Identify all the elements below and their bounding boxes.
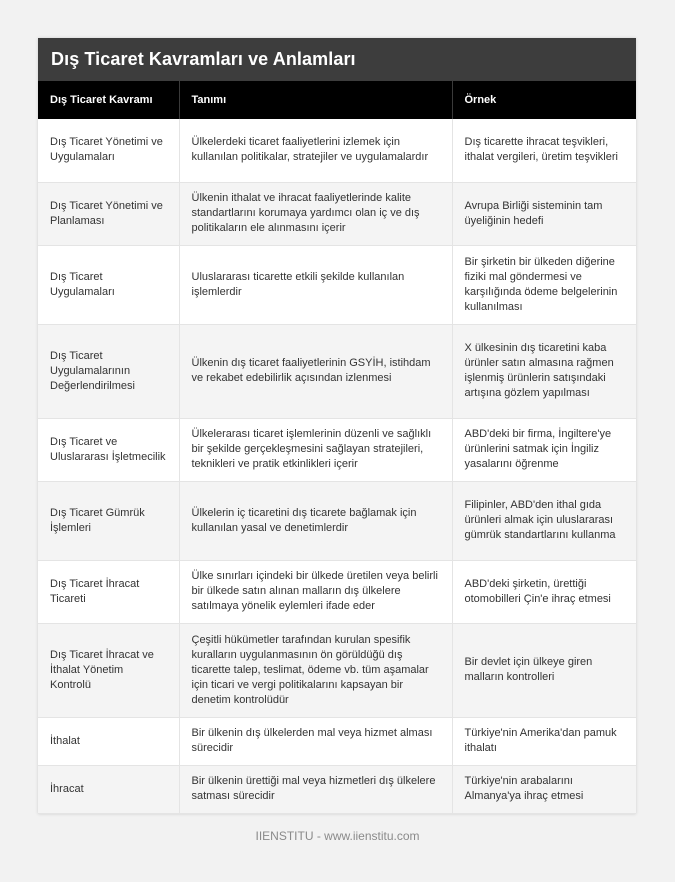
cell-example: Türkiye'nin arabalarını Almanya'ya ihraç etmesi [452,765,636,813]
cell-concept: İhracat [38,765,179,813]
table-row [38,119,636,182]
cell-example: ABD'deki şirketin, ürettiği otomobilleri Çin'e ihraç etmesi [452,560,636,623]
cell-concept: Dış Ticaret İhracat ve İthalat Yönetim Kontrolü [38,623,179,717]
cell-definition: Ülkenin dış ticaret faaliyetlerinin GSYİH, istihdam ve rekabet edebilirlik açısından izlenmesi [179,324,452,418]
cell-concept: Dış Ticaret Uygulamalarının Değerlendirilmesi [38,324,179,418]
table-row [38,245,636,324]
footer-credit: IIENSTITU - www.iienstitu.com [255,829,420,843]
cell-concept: Dış Ticaret Yönetimi ve Uygulamaları [38,119,179,182]
table-title: Dış Ticaret Kavramları ve Anlamları [51,49,356,69]
cell-concept: Dış Ticaret Gümrük İşlemleri [38,481,179,560]
column-header-concept: Dış Ticaret Kavramı [38,81,179,119]
cell-concept: Dış Ticaret Yönetimi ve Planlaması [38,182,179,245]
table-card [38,38,636,814]
cell-definition: Ülkelerdeki ticaret faaliyetlerini izlemek için kullanılan politikalar, stratejiler ve uygulamalardır [179,119,452,182]
cell-definition: Ülke sınırları içindeki bir ülkede üretilen veya belirli bir ülkede satın alınan malların dış ülkelere satılmaya yönelik eylemleri ifade eder [179,560,452,623]
cell-concept: Dış Ticaret İhracat Ticareti [38,560,179,623]
cell-example: Avrupa Birliği sisteminin tam üyeliğinin hedefi [452,182,636,245]
cell-definition: Ülkelerarası ticaret işlemlerinin düzenli ve sağlıklı bir şekilde gerçekleşmesini sağlayan stratejileri, teknikleri ve pratik etkinlikleri içerir [179,418,452,481]
cell-example: ABD'deki bir firma, İngiltere'ye ürünlerini satmak için İngiliz yasalarını öğrenme [452,418,636,481]
cell-definition: Uluslararası ticarette etkili şekilde kullanılan işlemlerdir [179,245,452,324]
cell-definition: Bir ülkenin ürettiği mal veya hizmetleri dış ülkelere satması sürecidir [179,765,452,813]
cell-concept: İthalat [38,717,179,765]
table-row [38,717,636,765]
header-row [38,81,636,119]
cell-definition: Ülkenin ithalat ve ihracat faaliyetlerinde kalite standartlarını korumaya yardımcı olan iç ve dış politikaların ele alınmasını içerir [179,182,452,245]
cell-concept: Dış Ticaret Uygulamaları [38,245,179,324]
column-header-definition: Tanımı [179,81,452,119]
concepts-table [38,81,636,814]
table-row [38,623,636,717]
cell-example: Bir şirketin bir ülkeden diğerine fiziki mal göndermesi ve karşılığında ödeme belgelerinin kullanılması [452,245,636,324]
table-row [38,560,636,623]
table-row [38,481,636,560]
table-row [38,182,636,245]
table-row [38,418,636,481]
column-header-example: Örnek [452,81,636,119]
cell-example: Dış ticarette ihracat teşvikleri, ithalat vergileri, üretim teşvikleri [452,119,636,182]
table-row [38,324,636,418]
cell-example: X ülkesinin dış ticaretini kaba ürünler satın almasına rağmen işlenmiş ürünlerin satışındaki artışına gözlem yapılması [452,324,636,418]
cell-concept: Dış Ticaret ve Uluslararası İşletmecilik [38,418,179,481]
cell-definition: Çeşitli hükümetler tarafından kurulan spesifik kuralların uygulanmasının ön görüldüğü dış ticarette talep, teslimat, ödeme vb. tüm aşamalar için ticari ve vergi politikalarını kapsayan bir denetim kontrolüdür [179,623,452,717]
cell-example: Filipinler, ABD'den ithal gıda ürünleri almak için uluslararası gümrük standartlarını kullanma [452,481,636,560]
cell-example: Bir devlet için ülkeye giren malların kontrolleri [452,623,636,717]
cell-definition: Bir ülkenin dış ülkelerden mal veya hizmet alması sürecidir [179,717,452,765]
cell-definition: Ülkelerin iç ticaretini dış ticarete bağlamak için kullanılan yasal ve denetimlerdir [179,481,452,560]
title-bar [38,38,636,81]
cell-example: Türkiye'nin Amerika'dan pamuk ithalatı [452,717,636,765]
table-row [38,765,636,813]
